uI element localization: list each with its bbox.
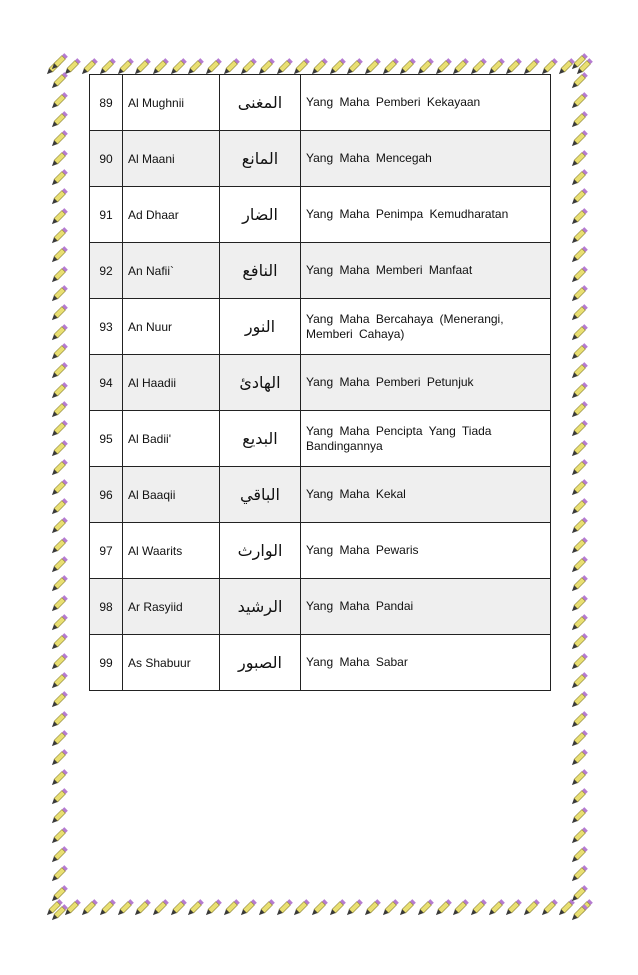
arabic-name: الوارث: [220, 523, 301, 579]
pencil-icon: [569, 768, 589, 788]
pencil-icon: [49, 303, 69, 323]
pencil-icon: [569, 361, 589, 381]
pencil-icon: [569, 91, 589, 111]
pencil-icon: [49, 884, 69, 904]
arabic-name: الرشيد: [220, 579, 301, 635]
table-row: [90, 299, 551, 355]
pencil-icon: [49, 265, 69, 285]
pencil-icon: [569, 806, 589, 826]
arabic-name: المغنى: [220, 75, 301, 131]
pencil-icon: [569, 845, 589, 865]
latin-name: Ar Rasyiid: [123, 579, 220, 635]
pencil-icon: [49, 168, 69, 188]
pencil-icon: [569, 187, 589, 207]
pencil-icon: [569, 632, 589, 652]
pencil-icon: [569, 903, 589, 923]
row-number: 96: [90, 467, 123, 523]
meaning: Yang Maha Pencipta Yang Tiada Bandingannya: [301, 411, 551, 467]
row-number: 94: [90, 355, 123, 411]
table-row: [90, 187, 551, 243]
pencil-icon: [49, 342, 69, 362]
pencil-icon: [569, 168, 589, 188]
meaning: Yang Maha Pewaris: [301, 523, 551, 579]
pencil-icon: [49, 207, 69, 227]
pencil-icon: [569, 729, 589, 749]
pencil-icon: [49, 439, 69, 459]
meaning: Yang Maha Bercahaya (Menerangi, Memberi Cahaya): [301, 299, 551, 355]
meaning: Yang Maha Mencegah: [301, 131, 551, 187]
pencil-icon: [49, 536, 69, 556]
latin-name: An Nuur: [123, 299, 220, 355]
arabic-name: المانع: [220, 131, 301, 187]
pencil-icon: [49, 748, 69, 768]
pencil-icon: [49, 671, 69, 691]
pencil-icon: [49, 149, 69, 169]
pencil-icon: [49, 516, 69, 536]
table-row: [90, 75, 551, 131]
row-number: 97: [90, 523, 123, 579]
pencil-icon: [569, 594, 589, 614]
pencil-icon: [569, 52, 589, 72]
pencil-icon: [569, 110, 589, 130]
pencil-icon: [49, 632, 69, 652]
pencil-icon: [49, 903, 69, 923]
pencil-icon: [569, 555, 589, 575]
pencil-icon: [569, 690, 589, 710]
pencil-icon: [569, 323, 589, 343]
pencil-icon: [49, 787, 69, 807]
pencil-icon: [49, 845, 69, 865]
pencil-icon: [569, 400, 589, 420]
pencil-icon: [49, 594, 69, 614]
pencil-icon: [569, 516, 589, 536]
pencil-icon: [49, 129, 69, 149]
latin-name: Al Badii': [123, 411, 220, 467]
latin-name: An Nafii`: [123, 243, 220, 299]
row-number: 93: [90, 299, 123, 355]
row-number: 91: [90, 187, 123, 243]
pencil-icon: [49, 826, 69, 846]
pencil-icon: [49, 806, 69, 826]
row-number: 89: [90, 75, 123, 131]
pencil-icon: [569, 710, 589, 730]
row-number: 98: [90, 579, 123, 635]
pencil-icon: [569, 381, 589, 401]
latin-name: Al Waarits: [123, 523, 220, 579]
pencil-icon: [49, 91, 69, 111]
table-row: [90, 579, 551, 635]
latin-name: Al Maani: [123, 131, 220, 187]
pencil-icon: [49, 478, 69, 498]
pencil-icon: [49, 284, 69, 304]
pencil-icon: [569, 652, 589, 672]
latin-name: Al Haadii: [123, 355, 220, 411]
table-row: [90, 635, 551, 691]
pencil-icon: [569, 342, 589, 362]
pencil-icon: [49, 226, 69, 246]
row-number: 95: [90, 411, 123, 467]
meaning: Yang Maha Memberi Manfaat: [301, 243, 551, 299]
meaning: Yang Maha Pemberi Petunjuk: [301, 355, 551, 411]
pencil-icon: [569, 884, 589, 904]
pencil-icon: [569, 458, 589, 478]
arabic-name: الهادئ: [220, 355, 301, 411]
latin-name: As Shabuur: [123, 635, 220, 691]
arabic-name: الصبور: [220, 635, 301, 691]
pencil-icon: [49, 361, 69, 381]
pencil-icon: [49, 497, 69, 517]
pencil-icon: [569, 226, 589, 246]
latin-name: Ad Dhaar: [123, 187, 220, 243]
pencil-icon: [49, 555, 69, 575]
pencil-icon: [569, 265, 589, 285]
pencil-icon: [569, 439, 589, 459]
pencil-icon: [569, 129, 589, 149]
arabic-name: الضار: [220, 187, 301, 243]
pencil-icon: [569, 671, 589, 691]
pencil-icon: [49, 710, 69, 730]
pencil-icon: [569, 536, 589, 556]
pencil-icon: [569, 497, 589, 517]
pencil-icon: [49, 187, 69, 207]
arabic-name: البديع: [220, 411, 301, 467]
table-row: [90, 467, 551, 523]
arabic-name: الباقي: [220, 467, 301, 523]
arabic-name: النافع: [220, 243, 301, 299]
meaning: Yang Maha Pandai: [301, 579, 551, 635]
pencil-icon: [49, 574, 69, 594]
pencil-icon: [569, 826, 589, 846]
meaning: Yang Maha Sabar: [301, 635, 551, 691]
pencil-icon: [569, 419, 589, 439]
pencil-icon: [49, 419, 69, 439]
pencil-icon: [49, 768, 69, 788]
pencil-icon: [49, 690, 69, 710]
pencil-icon: [569, 787, 589, 807]
pencil-icon: [569, 71, 589, 91]
pencil-icon: [569, 149, 589, 169]
latin-name: Al Mughnii: [123, 75, 220, 131]
table-row: [90, 243, 551, 299]
pencil-icon: [49, 458, 69, 478]
pencil-icon: [569, 284, 589, 304]
pencil-icon: [49, 52, 69, 72]
pencil-icon: [49, 613, 69, 633]
meaning: Yang Maha Penimpa Kemudharatan: [301, 187, 551, 243]
pencil-border-left: [44, 52, 74, 923]
pencil-icon: [569, 864, 589, 884]
pencil-icon: [569, 748, 589, 768]
pencil-icon: [569, 478, 589, 498]
row-number: 99: [90, 635, 123, 691]
pencil-border-bottom: [44, 893, 594, 923]
table-row: [90, 411, 551, 467]
row-number: 90: [90, 131, 123, 187]
pencil-icon: [49, 323, 69, 343]
pencil-icon: [49, 400, 69, 420]
meaning: Yang Maha Pemberi Kekayaan: [301, 75, 551, 131]
pencil-icon: [49, 71, 69, 91]
table-row: [90, 355, 551, 411]
pencil-icon: [569, 574, 589, 594]
arabic-name: النور: [220, 299, 301, 355]
pencil-icon: [49, 864, 69, 884]
pencil-icon: [569, 303, 589, 323]
table-row: [90, 131, 551, 187]
pencil-icon: [569, 207, 589, 227]
table-row: [90, 523, 551, 579]
pencil-icon: [49, 729, 69, 749]
pencil-icon: [569, 613, 589, 633]
pencil-icon: [49, 381, 69, 401]
pencil-icon: [49, 245, 69, 265]
pencil-icon: [49, 110, 69, 130]
meaning: Yang Maha Kekal: [301, 467, 551, 523]
asmaul-husna-table: [89, 74, 551, 691]
latin-name: Al Baaqii: [123, 467, 220, 523]
pencil-icon: [569, 245, 589, 265]
pencil-icon: [49, 652, 69, 672]
row-number: 92: [90, 243, 123, 299]
pencil-border-right: [564, 52, 594, 923]
